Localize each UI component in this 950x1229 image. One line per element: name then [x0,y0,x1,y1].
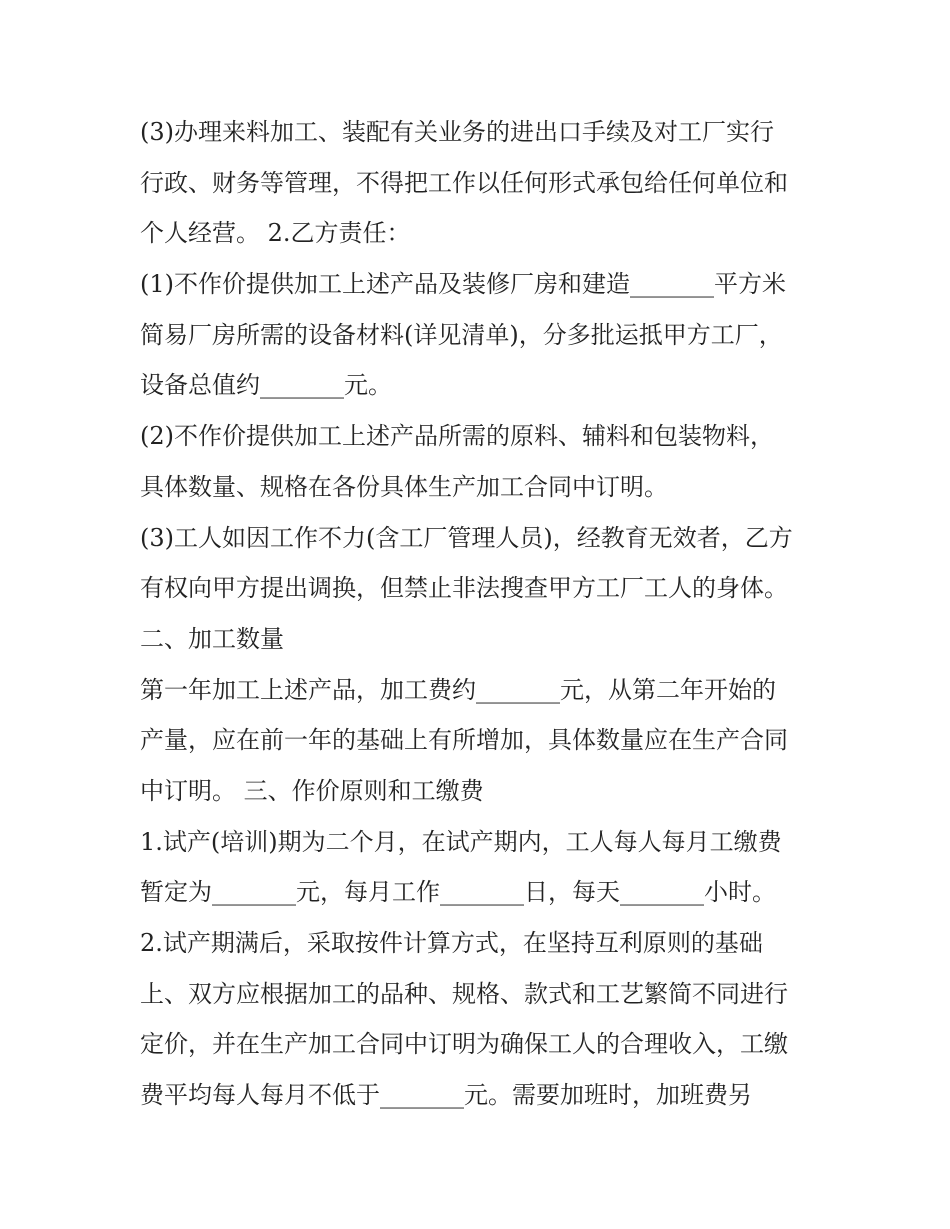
text-line: 2.试产期满后，采取按件计算方式，在坚持互利原则的基础 [140,929,763,957]
text-line: 费平均每人每月不低于_______元。需要加班时，加班费另 [140,1081,752,1110]
text-line: (1)不作价提供加工上述产品及装修厂房和建造_______平方米 [140,270,786,299]
text-line: 第一年加工上述产品，加工费约_______元，从第二年开始的 [140,675,776,704]
text-line: 中订明。 三、作价原则和工缴费 [140,776,484,805]
text-line: (2)不作价提供加工上述产品所需的原料、辅料和包装物料， [140,422,774,451]
text-line: 设备总值约_______元。 [140,371,392,400]
text-line: 产量，应在前一年的基础上有所增加，具体数量应在生产合同 [140,726,788,755]
text-line: (3)办理来料加工、装配有关业务的进出口手续及对工厂实行 [140,118,774,146]
text-line: 1.试产(培训)期为二个月，在试产期内，工人每人每月工缴费 [140,827,782,856]
text-line: 有权向甲方提出调换，但禁止非法搜查甲方工厂工人的身体。 [140,574,788,603]
section-heading: 二、加工数量 [140,624,284,653]
text-line: 上、双方应根据加工的品种、规格、款式和工艺繁简不同进行 [140,979,788,1008]
text-line: 具体数量、规格在各份具体生产加工合同中订明。 [140,472,668,501]
text-line: 个人经营。 2.乙方责任： [140,219,411,248]
text-line: 定价，并在生产加工合同中订明为确保工人的合理收入，工缴 [140,1030,788,1059]
text-line: 简易厂房所需的设备材料(详见清单)，分多批运抵甲方工厂， [140,320,783,349]
contract-text [140,107,820,1121]
text-line: (3)工人如因工作不力(含工厂管理人员)，经教育无效者，乙方 [140,523,793,552]
text-line: 暂定为_______元，每月工作_______日，每天_______小时。 [140,878,776,907]
text-line: 行政、财务等管理，不得把工作以任何形式承包给任何单位和 [140,168,788,197]
